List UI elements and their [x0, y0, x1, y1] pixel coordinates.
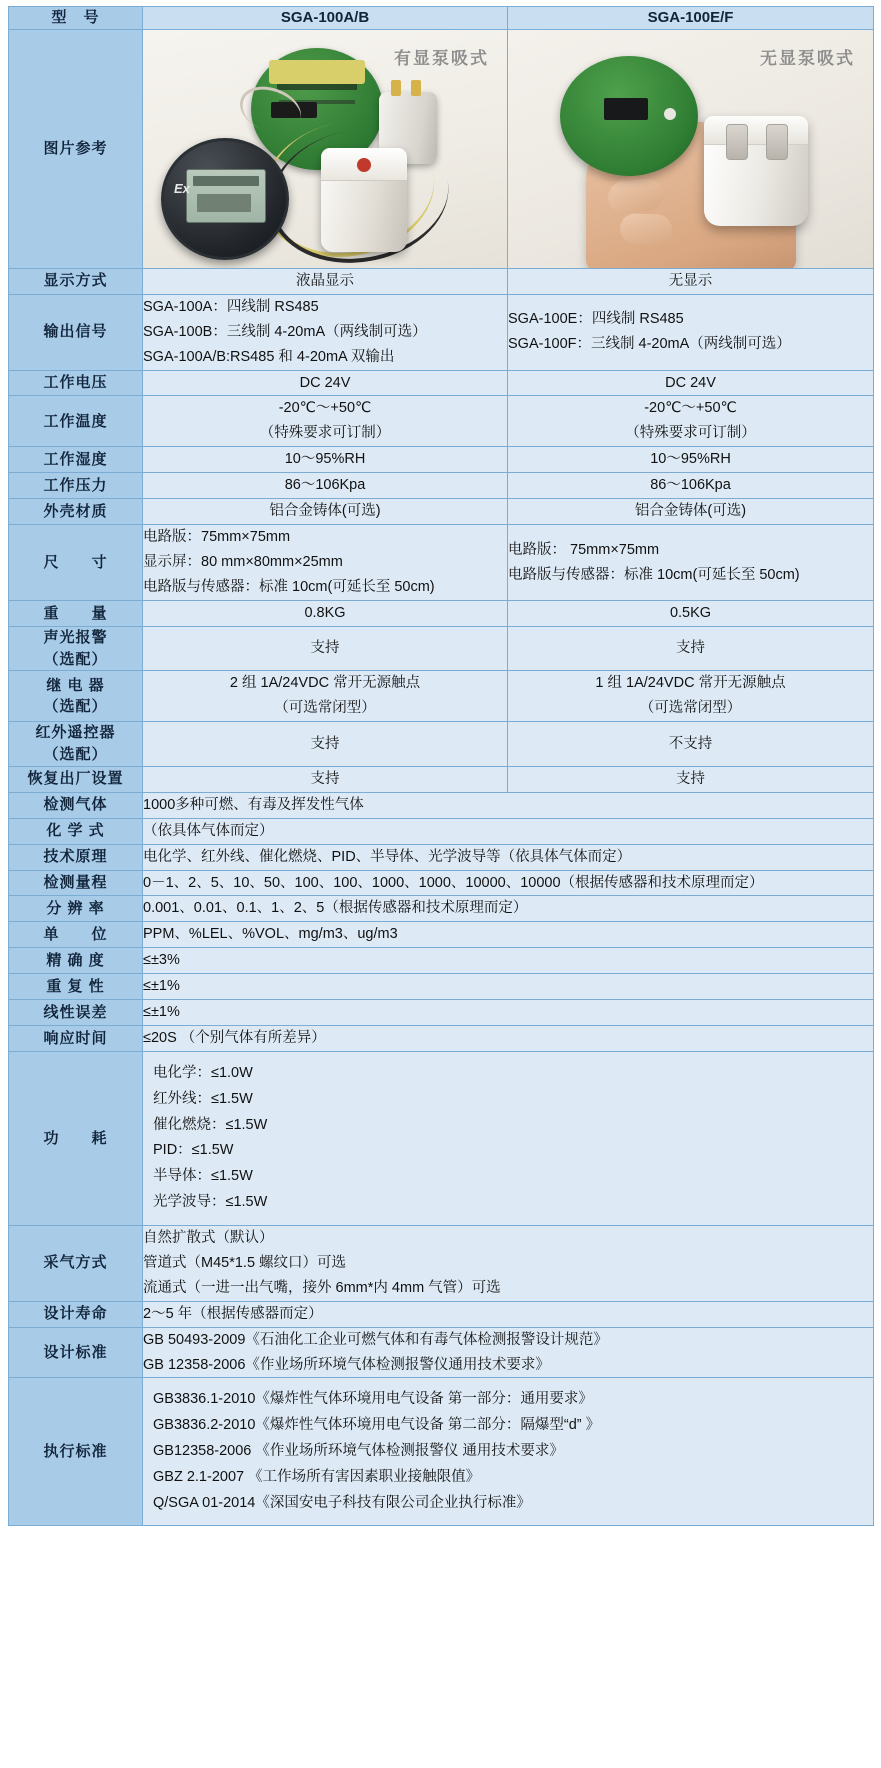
cell-line: 铝合金铸体(可选): [269, 503, 381, 520]
cell-line: 支持: [310, 770, 340, 787]
row-label-accuracy: 精 确 度: [9, 948, 143, 974]
cell-weight-b: [508, 600, 874, 626]
cell-unit: [143, 922, 874, 948]
cell-ir-remote-b: [508, 722, 874, 767]
row-label-text: 继 电 器: [46, 676, 105, 694]
cell-line: -20℃～+50℃: [278, 400, 372, 417]
cell-line: ≤±1%: [143, 978, 180, 995]
cell-voltage-b: [508, 370, 874, 396]
table-row-lifetime: [9, 1301, 874, 1327]
cell-line: 半导体：≤1.5W: [153, 1168, 253, 1185]
lcd-screen-image: [186, 169, 266, 223]
table-row-size: [9, 525, 874, 601]
row-label-sub: （选配）: [43, 746, 108, 763]
table-row-photo: [9, 29, 874, 268]
cell-line: 1 组 1A/24VDC 常开无源触点: [595, 675, 786, 692]
row-label-chemical-formula: 化 学 式: [9, 818, 143, 844]
cell-line: 不支持: [668, 735, 713, 752]
photo-cell-b: [508, 29, 874, 268]
row-label-design-standard: 设计标准: [9, 1327, 143, 1378]
cell-material-b: [508, 499, 874, 525]
cell-chemical-formula: [143, 818, 874, 844]
row-label-text: 红外遥控器: [35, 724, 116, 742]
cell-size-a: [143, 525, 508, 601]
table-row-chemical-formula: [9, 818, 874, 844]
cell-line: GB3836.1-2010《爆炸性气体环境用电气设备 第一部分：通用要求》: [153, 1391, 593, 1408]
cell-sampling: [143, 1225, 874, 1301]
table-row-voltage: [9, 370, 874, 396]
cell-factory-reset-a: [143, 766, 508, 792]
board-hole-image-b: [664, 108, 676, 120]
cell-line: 10～95%RH: [650, 451, 731, 468]
spec-table-body: [9, 7, 874, 1526]
row-label-weight: 重 量: [9, 600, 143, 626]
photo-tag-a: 有显泵吸式: [394, 48, 489, 68]
photo-tag-b: 无显泵吸式: [760, 48, 855, 68]
table-row-temperature: [9, 396, 874, 447]
table-row-range: [9, 870, 874, 896]
cell-line: DC 24V: [665, 374, 716, 391]
table-row-material: [9, 499, 874, 525]
row-label-response-time: 响应时间: [9, 1026, 143, 1052]
cell-line: SGA-100B：三线制 4-20mA（两线制可选）: [143, 323, 427, 340]
table-row-factory-reset: [9, 766, 874, 792]
cell-temperature-a: [143, 396, 508, 447]
cell-factory-reset-b: [508, 766, 874, 792]
sensor-top-image-b: [704, 116, 808, 145]
row-label-display: 显示方式: [9, 268, 143, 294]
sensor-indicator-image-a: [357, 158, 371, 172]
table-row-output: [9, 294, 874, 370]
cell-line: SGA-100A/B:RS485 和 4-20mA 双输出: [143, 348, 395, 365]
cell-line: （特殊要求可订制）: [625, 425, 756, 442]
row-label-resolution: 分 辨 率: [9, 896, 143, 922]
table-row-display: [9, 268, 874, 294]
row-label-unit: 单 位: [9, 922, 143, 948]
cell-line: 0.5KG: [669, 604, 712, 621]
sensor-cylinder-image-b: [704, 116, 808, 226]
cell-line: DC 24V: [299, 374, 351, 391]
table-row-resolution: [9, 896, 874, 922]
table-row-principle: [9, 844, 874, 870]
row-label-photo: 图片参考: [9, 29, 143, 268]
circuit-board-image-b: [560, 56, 698, 176]
table-row-weight: [9, 600, 874, 626]
row-label-pressure: 工作压力: [9, 473, 143, 499]
cell-line: 0－1、2、5、10、50、100、100、1000、1000、10000、10000（根据传感器和技术原理而定）: [143, 874, 764, 891]
row-label-output: 输出信号: [9, 294, 143, 370]
table-row-sampling: [9, 1225, 874, 1301]
cell-design-standard: [143, 1327, 874, 1378]
cell-line: GB 50493-2009《石油化工企业可燃气体和有毒气体检测报警设计规范》: [143, 1331, 608, 1348]
table-row-accuracy: [9, 948, 874, 974]
sensor-large-image-a: [321, 148, 407, 252]
table-row-humidity: [9, 447, 874, 473]
cell-line: -20℃～+50℃: [644, 400, 737, 417]
cell-pressure-a: [143, 473, 508, 499]
row-label-repeatability: 重 复 性: [9, 974, 143, 1000]
photo-cell-a: [143, 29, 508, 268]
cell-line: SGA-100E：四线制 RS485: [508, 311, 684, 328]
row-label-range: 检测量程: [9, 870, 143, 896]
cell-line: GB3836.2-2010《爆炸性气体环境用电气设备 第二部分：隔爆型“d” 》: [153, 1417, 601, 1434]
row-label-factory-reset: 恢复出厂设置: [9, 766, 143, 792]
cell-range: [143, 870, 874, 896]
row-label-voltage: 工作电压: [9, 370, 143, 396]
table-row-execution-standard: [9, 1378, 874, 1526]
cell-line: 电化学：≤1.0W: [153, 1065, 253, 1082]
cell-line: 支持: [676, 640, 705, 657]
cell-line: 支持: [310, 640, 340, 657]
cell-line: 液晶显示: [296, 272, 354, 289]
cell-alarm-a: [143, 626, 508, 671]
cell-line: 电路版与传感器：标准 10cm(可延长至 50cm): [508, 566, 800, 583]
cell-relay-a: [143, 671, 508, 722]
cell-line: （依具体气体而定）: [143, 822, 274, 839]
table-header-row: [9, 7, 874, 30]
cell-accuracy: [143, 948, 874, 974]
cell-line: 86～106Kpa: [650, 477, 731, 494]
cell-output-a: [143, 294, 508, 370]
cell-line: 86～106Kpa: [284, 477, 366, 494]
cell-line: 电路版： 75mm×75mm: [508, 541, 660, 558]
row-label-sub: （选配）: [43, 650, 108, 668]
table-row-detected-gas: [9, 792, 874, 818]
cell-line: 支持: [310, 735, 340, 752]
row-label-humidity: 工作湿度: [9, 447, 143, 473]
cell-temperature-b: [508, 396, 874, 447]
row-label-principle: 技术原理: [9, 844, 143, 870]
header-model-a: SGA-100A/B: [143, 7, 508, 30]
row-label-linearity: 线性误差: [9, 1000, 143, 1026]
cell-pressure-b: [508, 473, 874, 499]
cell-line: 自然扩散式（默认）: [143, 1229, 274, 1246]
cell-line: Q/SGA 01-2014《深国安电子科技有限公司企业执行标准》: [153, 1494, 531, 1511]
row-label-ir-remote: [9, 722, 143, 767]
cell-repeatability: [143, 974, 874, 1000]
cell-relay-b: [508, 671, 874, 722]
table-row-linearity: [9, 1000, 874, 1026]
row-label-size: 尺 寸: [9, 525, 143, 601]
cell-display-a: [143, 268, 508, 294]
cell-lifetime: [143, 1301, 874, 1327]
row-label-relay: [9, 671, 143, 722]
cell-size-b: [508, 525, 874, 601]
cell-humidity-a: [143, 447, 508, 473]
table-row-design-standard: [9, 1327, 874, 1378]
cell-line: 电路版：75mm×75mm: [143, 529, 291, 546]
cell-line: ≤20S （个别气体有所差异）: [143, 1030, 326, 1047]
product-photo-a: [143, 30, 507, 268]
row-label-alarm: [9, 626, 143, 671]
cell-material-a: [143, 499, 508, 525]
cell-response-time: [143, 1026, 874, 1052]
cell-line: 红外线：≤1.5W: [153, 1090, 253, 1107]
table-row-power: [9, 1052, 874, 1226]
table-row-alarm: [9, 626, 874, 671]
product-photo-b: [508, 30, 873, 268]
cell-line: SGA-100A：四线制 RS485: [143, 298, 319, 315]
cell-detected-gas: [143, 792, 874, 818]
chip-image-b: [604, 98, 648, 120]
cell-resolution: [143, 896, 874, 922]
cell-line: 0.001、0.01、0.1、1、2、5（根据传感器和技术原理而定）: [143, 900, 528, 917]
finger-image-2: [606, 177, 665, 215]
cell-line: 电化学、红外线、催化燃烧、PID、半导体、光学波导等（依具体气体而定）: [143, 848, 632, 865]
cell-linearity: [143, 1000, 874, 1026]
specification-table: [8, 6, 874, 1526]
cell-line: 电路版与传感器：标准 10cm(可延长至 50cm): [143, 579, 435, 595]
row-label-temperature: 工作温度: [9, 396, 143, 447]
cell-line: 支持: [676, 770, 705, 787]
cell-line: 显示屏：80 mm×80mm×25mm: [143, 554, 343, 571]
cell-weight-a: [143, 600, 508, 626]
cell-ir-remote-a: [143, 722, 508, 767]
cell-power: [143, 1052, 874, 1226]
cell-line: （可选常闭型）: [274, 700, 376, 717]
cell-alarm-b: [508, 626, 874, 671]
row-label-sub: （选配）: [43, 698, 108, 716]
header-model-b: SGA-100E/F: [508, 7, 874, 30]
cell-line: 催化燃烧：≤1.5W: [153, 1116, 268, 1133]
cell-humidity-b: [508, 447, 874, 473]
row-label-material: 外壳材质: [9, 499, 143, 525]
cell-line: GBZ 2.1-2007 《工作场所有害因素职业接触限值》: [153, 1468, 481, 1485]
header-label-cell: 型 号: [9, 7, 143, 30]
cell-line: 2 组 1A/24VDC 常开无源触点: [229, 675, 421, 692]
cell-line: 0.8KG: [304, 604, 346, 621]
table-row-repeatability: [9, 974, 874, 1000]
row-label-lifetime: 设计寿命: [9, 1301, 143, 1327]
cell-line: 流通式（一进一出气嘴，接外 6mm*内 4mm 气管）可选: [143, 1279, 501, 1296]
sensor-nozzle-2: [766, 124, 788, 160]
cell-principle: [143, 844, 874, 870]
cell-line: （特殊要求可订制）: [259, 425, 391, 442]
table-row-ir-remote: [9, 722, 874, 767]
cell-line: 1000多种可燃、有毒及挥发性气体: [143, 796, 364, 813]
finger-image-3: [619, 213, 672, 245]
table-row-response-time: [9, 1026, 874, 1052]
cell-execution-standard: [143, 1378, 874, 1526]
ex-mark-image: Ex: [174, 180, 190, 196]
cell-line: ≤±3%: [143, 952, 180, 969]
cell-line: 光学波导：≤1.5W: [153, 1194, 268, 1211]
cell-line: 10～95%RH: [284, 451, 366, 468]
table-row-relay: [9, 671, 874, 722]
cell-line: 管道式（M45*1.5 螺纹口）可选: [143, 1254, 347, 1271]
row-label-sampling: 采气方式: [9, 1225, 143, 1301]
row-label-detected-gas: 检测气体: [9, 792, 143, 818]
cell-line: 铝合金铸体(可选): [634, 503, 747, 520]
cell-line: （可选常闭型）: [639, 700, 742, 717]
cell-line: SGA-100F：三线制 4-20mA（两线制可选）: [508, 336, 791, 353]
cell-line: PPM、%LEL、%VOL、mg/m3、ug/m3: [143, 926, 398, 943]
row-label-execution-standard: 执行标准: [9, 1378, 143, 1526]
table-row-pressure: [9, 473, 874, 499]
row-label-power: 功 耗: [9, 1052, 143, 1226]
row-label-text: 声光报警: [43, 628, 108, 646]
cell-line: 2～5 年（根据传感器而定）: [143, 1305, 323, 1322]
sensor-nozzle-1: [726, 124, 748, 160]
cell-line: 无显示: [668, 272, 713, 289]
table-row-unit: [9, 922, 874, 948]
cell-output-b: [508, 294, 874, 370]
cell-voltage-a: [143, 370, 508, 396]
cell-display-b: [508, 268, 874, 294]
cell-line: GB 12358-2006《作业场所环境气体检测报警仪通用技术要求》: [143, 1356, 550, 1373]
cell-line: ≤±1%: [143, 1004, 180, 1021]
display-meter-image: [161, 138, 289, 260]
cell-line: GB12358-2006 《作业场所环境气体检测报警仪 通用技术要求》: [153, 1443, 564, 1460]
cell-line: PID：≤1.5W: [153, 1142, 234, 1159]
